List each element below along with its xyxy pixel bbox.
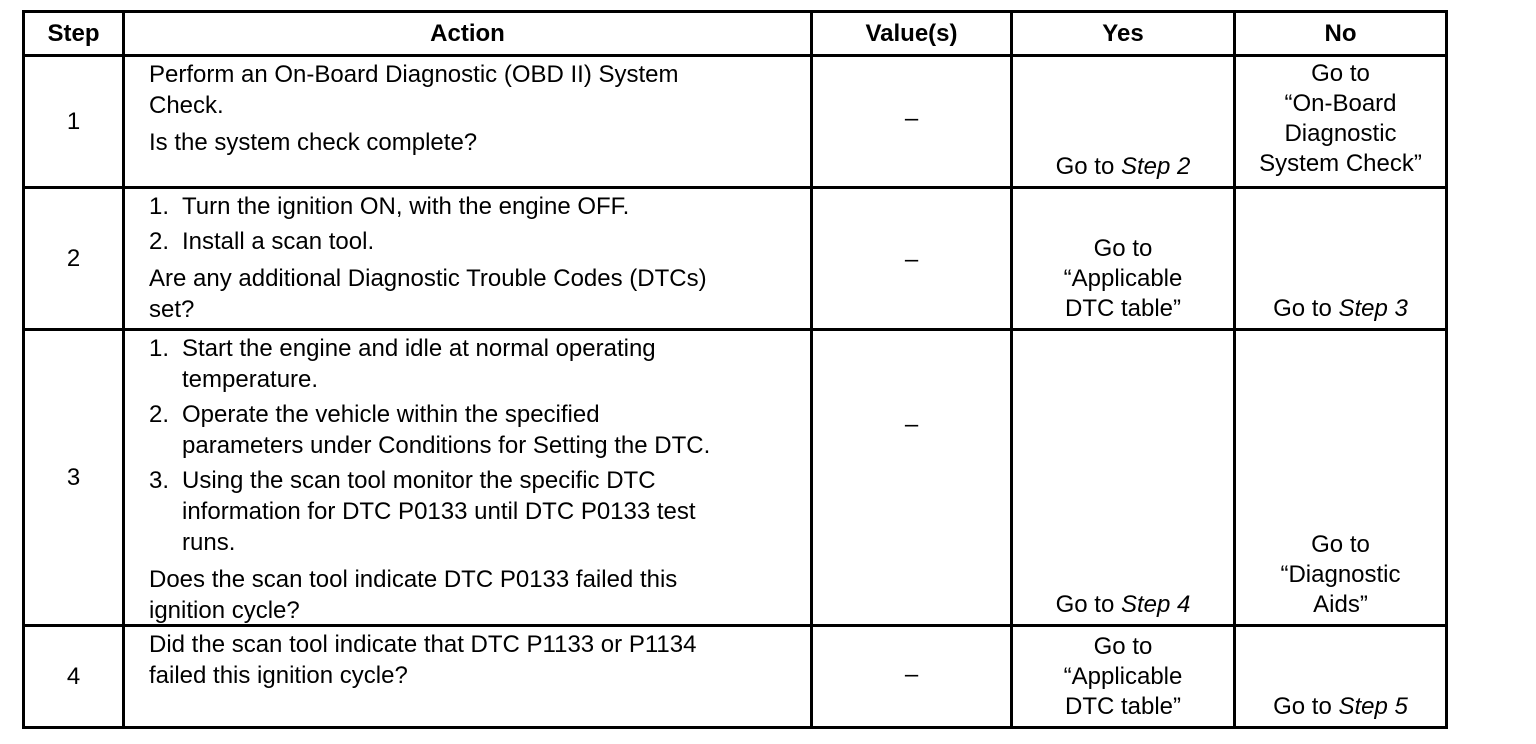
item-number: 2.: [149, 401, 170, 428]
action-cell: [125, 189, 813, 328]
yes-cell: [1013, 189, 1236, 328]
no-prefix: Go to: [1273, 295, 1339, 322]
action-text: Perform an On-Board Diagnostic (OBD II) System: [149, 61, 679, 88]
value-cell: [813, 189, 1013, 328]
yes-line: Go to: [1093, 633, 1153, 660]
no-cell: [1236, 627, 1445, 726]
action-question: ignition cycle?: [149, 597, 300, 624]
action-item: [149, 226, 800, 257]
yes-prefix: Go to: [1055, 591, 1121, 618]
step-number: 4: [25, 627, 125, 726]
step-number: 1: [25, 57, 125, 186]
header-step: Step: [25, 13, 125, 54]
yes-line: DTC table”: [1064, 693, 1182, 720]
action-cell: [125, 627, 813, 726]
item-text: [182, 465, 800, 558]
value-text: –: [904, 105, 919, 132]
yes-cell: [1013, 627, 1236, 726]
step-number: 2: [25, 189, 125, 328]
no-text: [1236, 692, 1445, 722]
no-line: Go to: [1311, 60, 1370, 87]
yes-prefix: Go to: [1055, 153, 1121, 180]
item-line: temperature.: [182, 366, 319, 393]
action-cell: [125, 57, 813, 186]
item-text: [182, 399, 800, 461]
action-cell: [125, 331, 813, 624]
yes-line: DTC table”: [1064, 295, 1182, 322]
item-text: Install a scan tool.: [182, 228, 375, 255]
no-line: Aids”: [1313, 591, 1368, 618]
item-number: 1.: [149, 335, 170, 362]
yes-text[interactable]: [1013, 234, 1233, 324]
yes-cell: [1013, 331, 1236, 624]
yes-step-link[interactable]: Step 4: [1120, 591, 1191, 618]
no-line: “On-Board: [1284, 90, 1397, 117]
item-number: 2.: [149, 228, 170, 255]
yes-line: “Applicable: [1063, 663, 1183, 690]
action-question: Did the scan tool indicate that DTC P1133 or P1134: [149, 631, 697, 658]
item-line: parameters under Conditions for Setting the DTC.: [182, 432, 711, 459]
header-yes: Yes: [1013, 13, 1236, 54]
yes-step-link[interactable]: Step 2: [1120, 153, 1191, 180]
no-text: [1236, 59, 1445, 179]
item-number: 1.: [149, 193, 170, 220]
no-line: System Check”: [1259, 150, 1422, 177]
header-no: No: [1324, 20, 1357, 47]
table-row: [25, 57, 1445, 189]
item-line: Using the scan tool monitor the specific DTC: [182, 467, 656, 494]
no-line: Diagnostic: [1284, 120, 1397, 147]
no-step-link[interactable]: Step 3: [1338, 295, 1408, 322]
value-text: –: [904, 246, 919, 273]
yes-text[interactable]: [1013, 632, 1233, 722]
item-line: runs.: [182, 529, 236, 556]
header-action: Action: [125, 13, 813, 54]
item-line: Start the engine and idle at normal operating: [182, 335, 656, 362]
action-question: Does the scan tool indicate DTC P0133 failed this: [149, 566, 678, 593]
no-text: [1236, 294, 1445, 324]
item-number: 3.: [149, 467, 170, 494]
yes-cell: [1013, 57, 1236, 186]
yes-line: “Applicable: [1063, 265, 1183, 292]
action-text: Check.: [149, 92, 224, 119]
table-row: [25, 331, 1445, 627]
action-question: set?: [149, 296, 195, 323]
action-question: failed this ignition cycle?: [149, 662, 408, 689]
item-text: Turn the ignition ON, with the engine OFF.: [182, 193, 630, 220]
item-text: [182, 333, 800, 395]
yes-line: Go to: [1093, 235, 1153, 262]
step-number: 3: [25, 331, 125, 624]
item-line: information for DTC P0133 until DTC P0133 test: [182, 498, 696, 525]
no-prefix: Go to: [1273, 693, 1339, 720]
diagnostic-table: [22, 10, 1448, 729]
no-line: Go to: [1311, 531, 1370, 558]
action-item: [149, 333, 800, 395]
table-row: [25, 189, 1445, 331]
value-cell: [813, 627, 1013, 726]
action-item: [149, 191, 800, 222]
header-values: Value(s): [813, 13, 1013, 54]
action-item: [149, 399, 800, 461]
yes-text: [1013, 590, 1233, 620]
no-text[interactable]: [1236, 530, 1445, 620]
value-cell: [813, 57, 1013, 186]
item-line: Operate the vehicle within the specified: [182, 401, 600, 428]
value-text: –: [904, 661, 919, 688]
table-row: [25, 627, 1445, 726]
action-question: Are any additional Diagnostic Trouble Codes (DTCs): [149, 265, 707, 292]
action-item: [149, 465, 800, 558]
no-cell: [1236, 57, 1445, 186]
action-question: Is the system check complete?: [149, 129, 478, 156]
no-line: “Diagnostic: [1280, 561, 1401, 588]
table-header-row: [25, 13, 1445, 57]
no-step-link[interactable]: Step 5: [1338, 693, 1408, 720]
value-cell: [813, 331, 1013, 624]
yes-text: [1013, 152, 1233, 182]
value-text: –: [904, 411, 919, 438]
no-cell: [1236, 189, 1445, 328]
no-cell: [1236, 331, 1445, 624]
